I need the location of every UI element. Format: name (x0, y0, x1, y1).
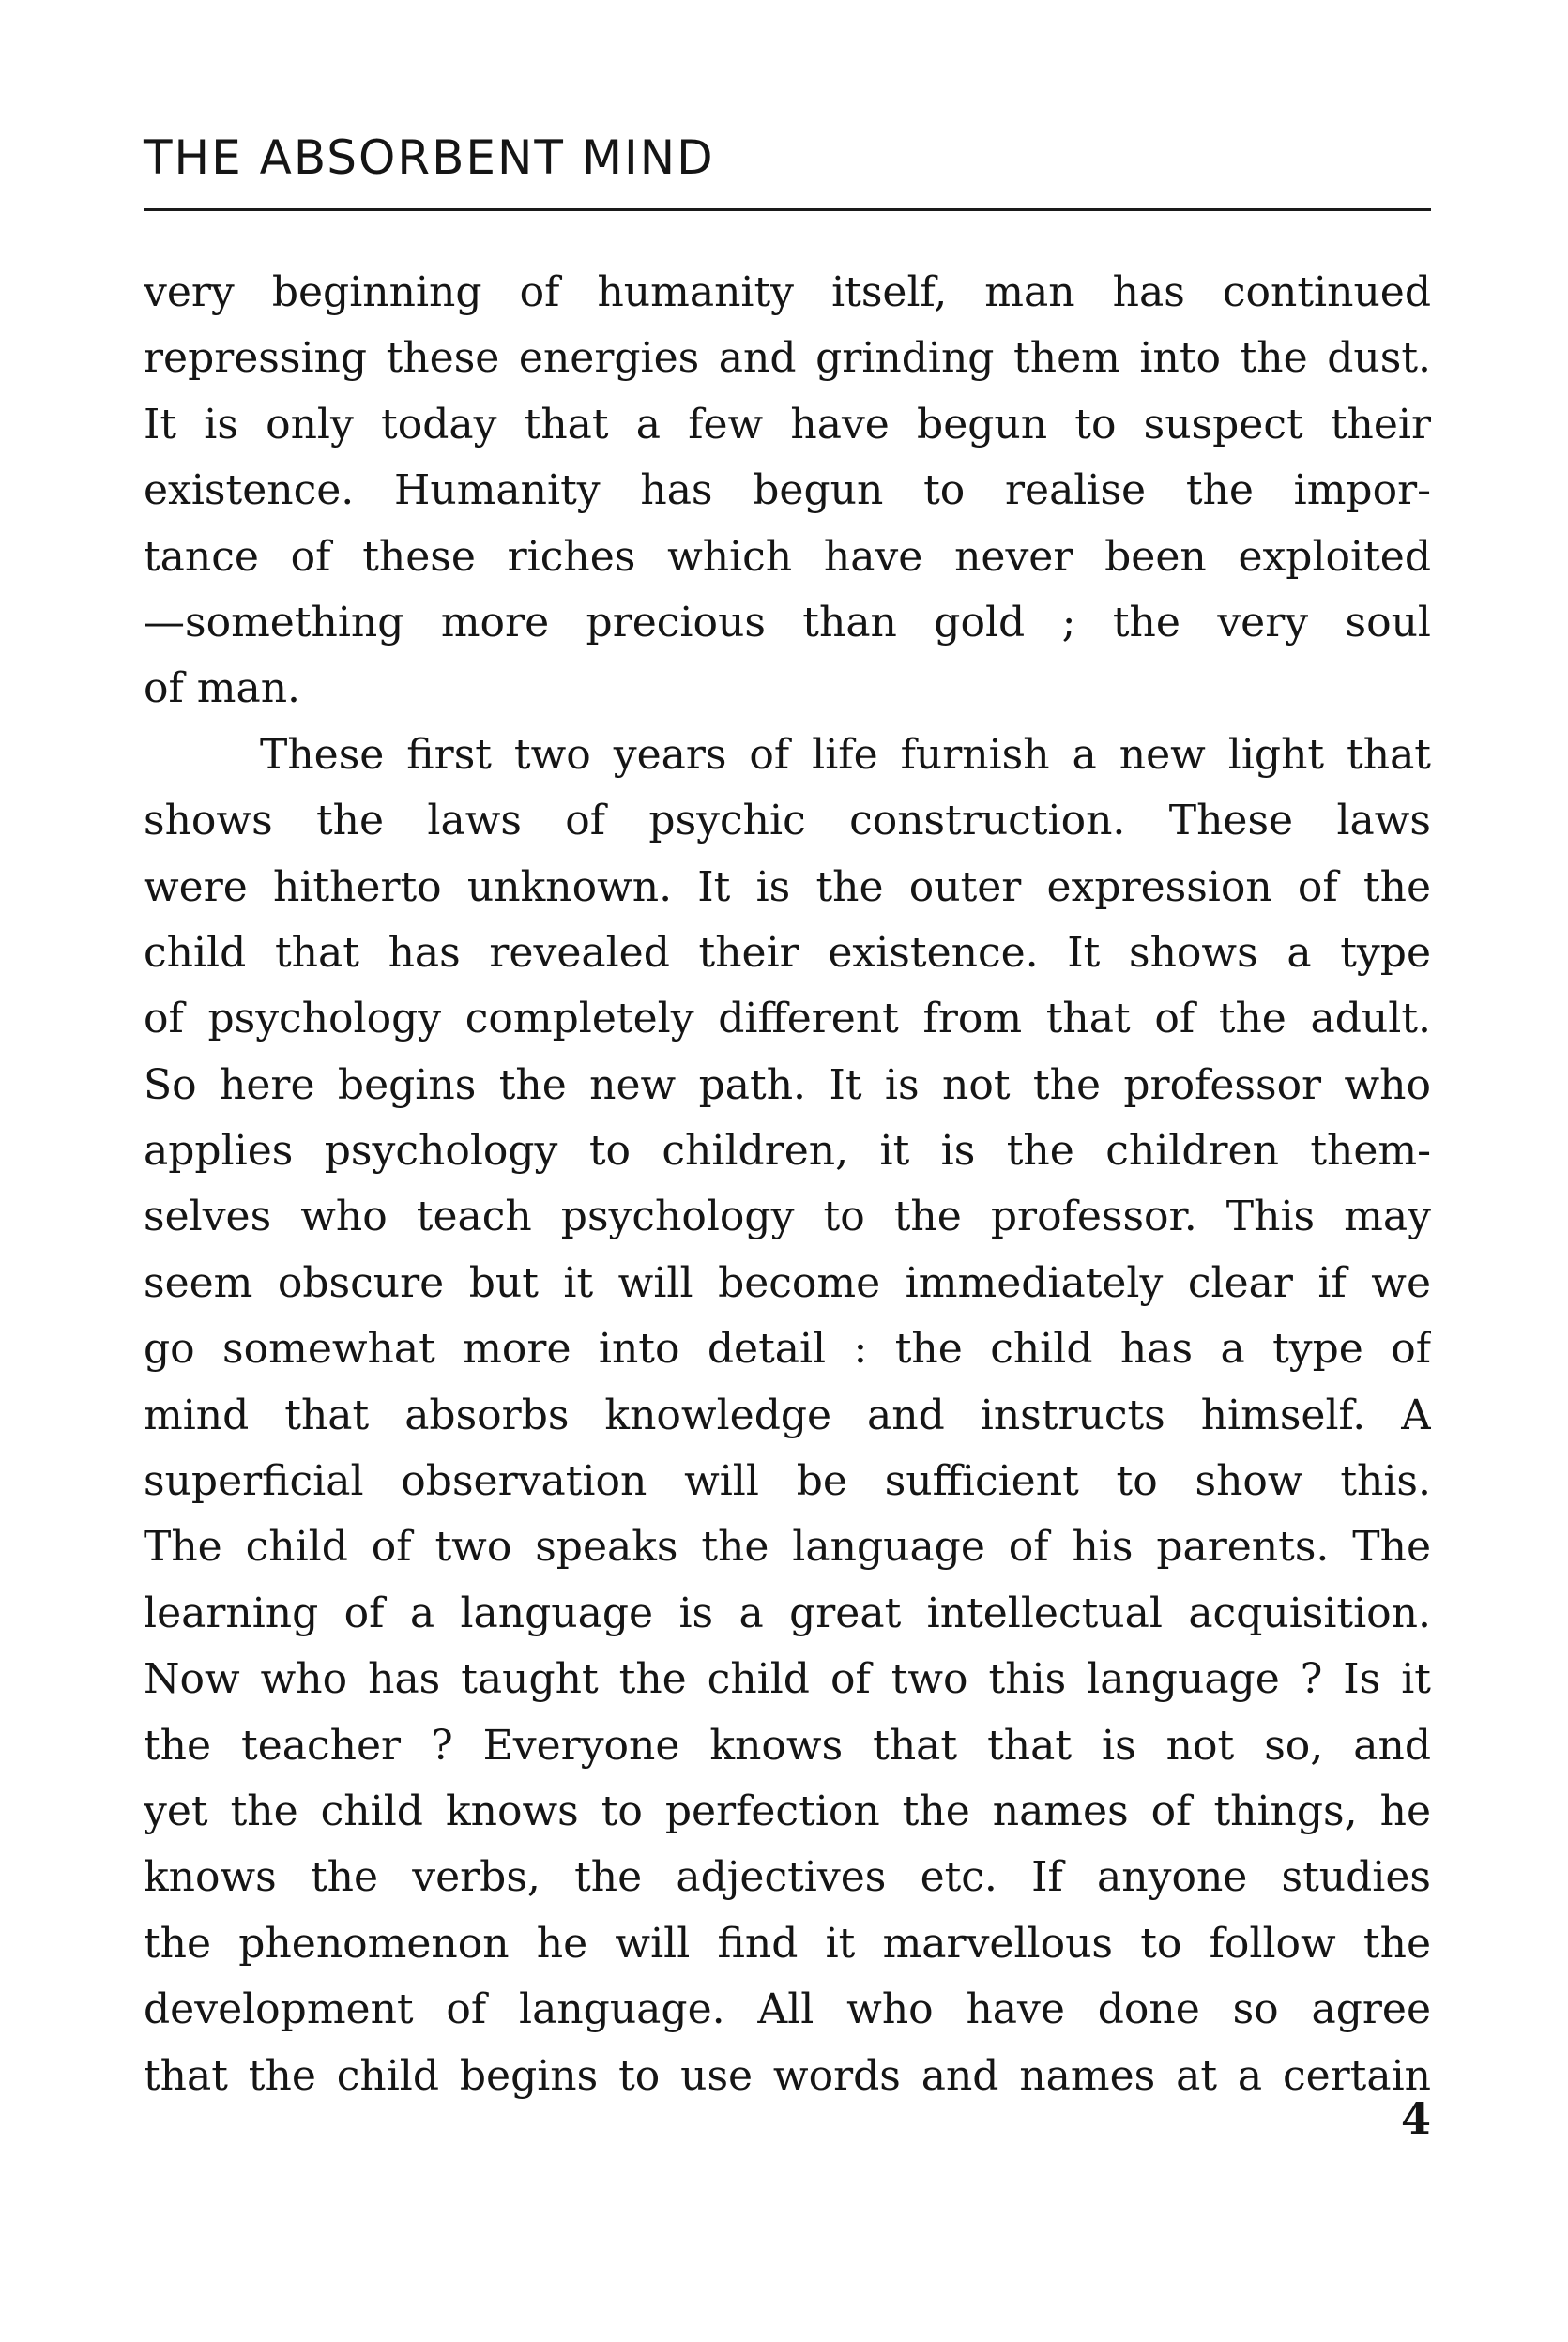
running-head-title: THE ABSORBENT MIND (144, 130, 715, 185)
text-line: development of language. All who have done so agree (144, 1985, 1431, 2034)
body-text (144, 260, 1431, 2109)
text-line: The child of two speaks the language of his parents. The (144, 1523, 1431, 1572)
text-line: shows the laws of psychic construction. These laws (144, 797, 1431, 845)
text-line: mind that absorbs knowledge and instructs himself. A (144, 1391, 1431, 1439)
paragraph (144, 722, 1431, 2109)
text-line: that the child begins to use words and names at a certain (144, 2051, 1431, 2100)
text-line: very beginning of humanity itself, man has continued (144, 268, 1431, 316)
text-line: child that has revealed their existence. It shows a type (144, 928, 1431, 977)
text-line: applies psychology to children, it is the children them- (144, 1127, 1431, 1176)
text-line: —something more precious than gold ; the very soul (144, 598, 1431, 646)
text-line: So here begins the new path. It is not the professor who (144, 1060, 1431, 1109)
text-line: of psychology completely different from that of the adult. (144, 995, 1431, 1043)
text-line: superficial observation will be sufficient to show this. (144, 1457, 1431, 1506)
text-line: existence. Humanity has begun to realise the impor- (144, 466, 1431, 515)
text-line: the teacher ? Everyone knows that that is not so, and (144, 1721, 1431, 1770)
text-line: knows the verbs, the adjectives etc. If anyone studies (144, 1853, 1431, 1902)
text-line: were hitherto unknown. It is the outer expression of the (144, 862, 1431, 911)
text-line: selves who teach psychology to the professor. This may (144, 1193, 1431, 1241)
text-line: the phenomenon he will find it marvellous to follow the (144, 1919, 1431, 1968)
text-line: go somewhat more into detail : the child has a type of (144, 1325, 1431, 1374)
text-line: yet the child knows to perfection the names of things, he (144, 1787, 1431, 1835)
page-number: 4 (1400, 2093, 1431, 2144)
paragraph (144, 260, 1431, 722)
text-line: of man. (144, 664, 301, 713)
text-line: seem obscure but it will become immediately clear if we (144, 1258, 1431, 1307)
text-line: tance of these riches which have never been exploited (144, 532, 1431, 581)
header-rule (144, 208, 1431, 211)
text-line: These first two years of life furnish a new light that (260, 730, 1431, 779)
text-line: repressing these energies and grinding them into the dust. (144, 334, 1431, 383)
text-line: It is only today that a few have begun to suspect their (144, 400, 1431, 449)
text-line: Now who has taught the child of two this language ? Is it (144, 1655, 1431, 1704)
text-line: learning of a language is a great intellectual acquisition. (144, 1589, 1431, 1637)
